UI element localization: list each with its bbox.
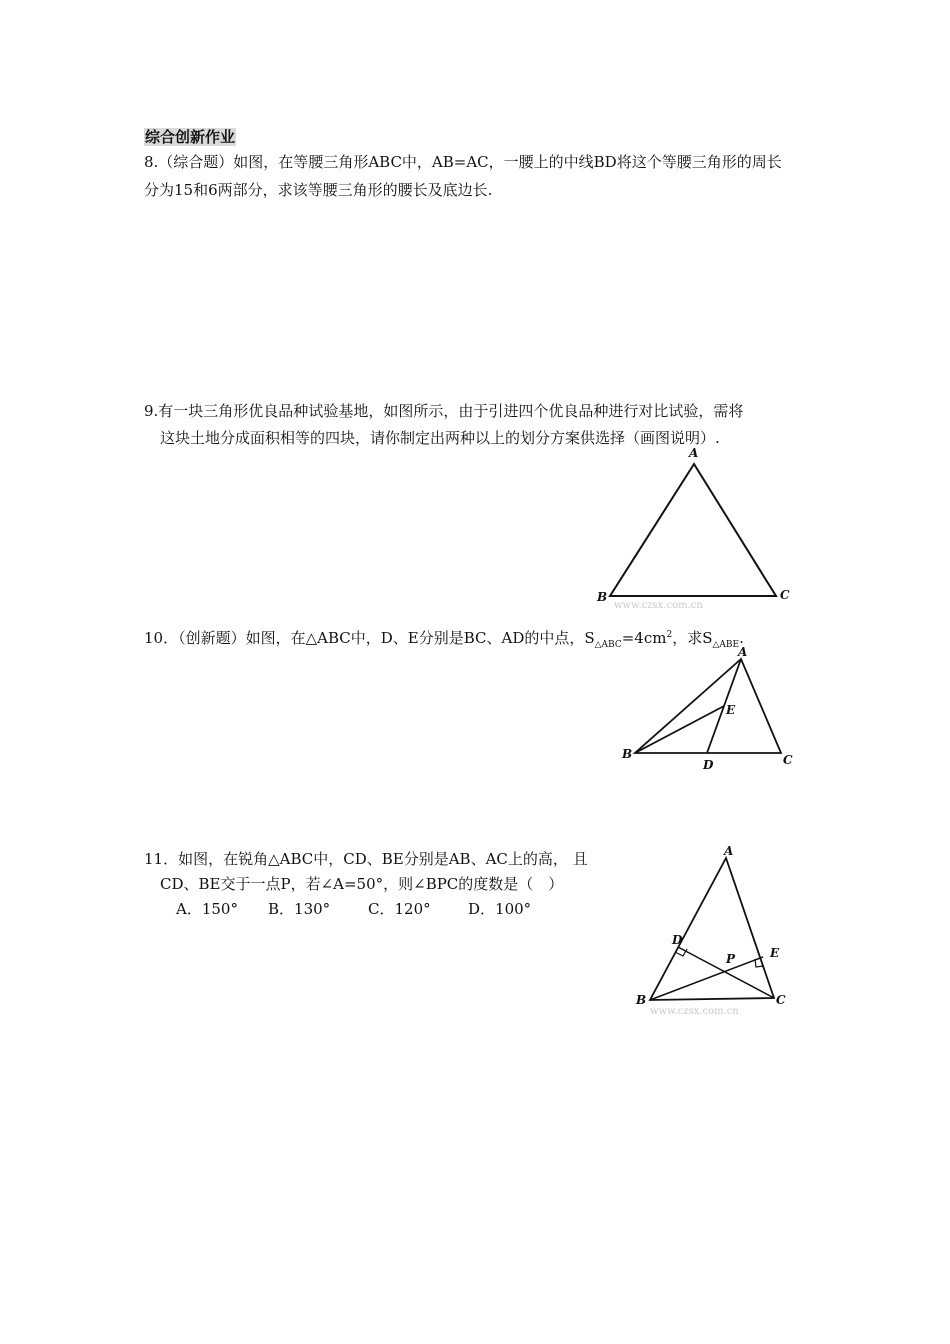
q11-label-p: P [726, 952, 736, 966]
q11-option-a: A．150° [176, 900, 238, 918]
q9-line-1: 9.有一块三角形优良品种试验基地，如图所示，由于引进四个优良品种进行对比试验，需将 [144, 402, 744, 420]
section-title: 综合创新作业 [145, 128, 236, 146]
q10-label-c: C [783, 753, 793, 767]
q9-label-b: B [597, 590, 608, 604]
q11-options [176, 899, 538, 919]
q10-label-b: B [622, 747, 633, 761]
q11-label-a: A [724, 844, 734, 858]
q11-label-c: C [776, 993, 786, 1007]
q8-line-1: 8.（综合题）如图，在等腰三角形ABC中，AB=AC，一腰上的中线BD将这个等腰三角形的周长 [144, 153, 782, 171]
q9-triangle [610, 464, 776, 596]
q9-label-a: A [689, 446, 699, 460]
q10-figure [615, 645, 805, 775]
q10-prefix: 10．（创新题）如图，在△ABC中，D、E分别是BC、AD的中点，S [144, 629, 595, 647]
q11-triangle [650, 858, 774, 1000]
q11-option-c: C．120° [368, 900, 431, 918]
q10-area-value: =4cm [621, 629, 667, 647]
q10-label-e: E [726, 703, 736, 717]
q10-area-exponent: 2 [666, 630, 673, 640]
q11-figure [628, 838, 808, 1018]
q11-line-2: CD、BE交于一点P，若∠A=50°，则∠BPC的度数是（ ） [160, 875, 564, 893]
q10-ask: ，求S [672, 629, 713, 647]
q9-label-c: C [780, 588, 790, 602]
q10-suffix: . [739, 629, 744, 647]
q10-sub-abc: △ABC [594, 640, 622, 650]
q11-altitude-be [650, 957, 763, 1000]
q11-option-d: D．100° [468, 900, 532, 918]
q11-label-e: E [770, 946, 780, 960]
q11-option-b: B．130° [268, 900, 331, 918]
q9-figure [594, 440, 804, 615]
q11-label-b: B [636, 993, 647, 1007]
q8-line-2: 分为15和6两部分，求该等腰三角形的腰长及底边长. [144, 181, 493, 199]
q10-triangle [635, 659, 781, 753]
q10-label-a: A [738, 645, 748, 659]
q11-label-d: D [672, 933, 683, 947]
q9-watermark: www.czsx.com.cn [614, 600, 703, 611]
q10-sub-abe: △ABE [712, 640, 740, 650]
q11-watermark: www.czsx.com.cn [650, 1006, 739, 1017]
q10-label-d: D [703, 758, 714, 772]
q9-line-2: 这块土地分成面积相等的四块，请你制定出两种以上的划分方案供选择（画图说明）. [160, 429, 720, 447]
q11-line-1: 11．如图，在锐角△ABC中，CD、BE分别是AB、AC上的高， 且 [144, 850, 588, 868]
